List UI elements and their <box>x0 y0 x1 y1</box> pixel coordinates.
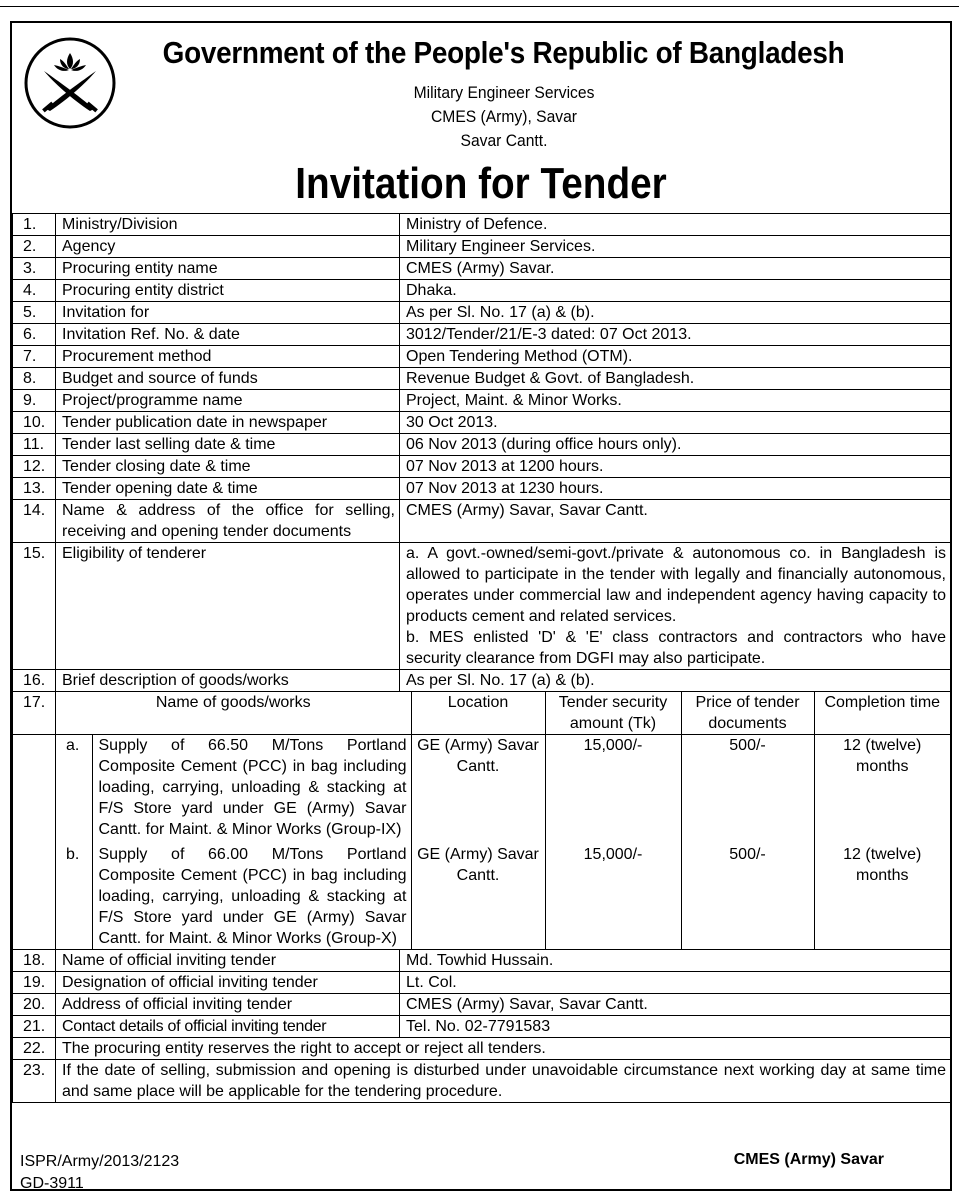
row-value: Military Engineer Services. <box>400 236 951 258</box>
row-label: Contact details of official inviting tender <box>56 1016 400 1038</box>
row-label: Budget and source of funds <box>56 368 400 390</box>
row-value: Revenue Budget & Govt. of Bangladesh. <box>400 368 951 390</box>
row-number: 16. <box>13 670 56 692</box>
note-row <box>13 1060 951 1103</box>
row-number: 10. <box>13 412 56 434</box>
department-line: Military Engineer Services <box>413 83 595 102</box>
row-label: Tender last selling date & time <box>56 434 400 456</box>
table-row <box>13 670 951 692</box>
row-number: 23. <box>13 1060 56 1103</box>
row-number: 13. <box>13 478 56 500</box>
table-row <box>13 994 951 1016</box>
row-value: Ministry of Defence. <box>400 214 951 236</box>
row-number: 1. <box>13 214 56 236</box>
row-label: Agency <box>56 236 400 258</box>
goods-item-a <box>56 735 950 844</box>
eligibility-a: a. A govt.-owned/semi-govt./private & autonomous co. in Bangladesh is allowed to participate in the tender with legally and financially autonomous, operates under commercial law and independent agency having capacity to products cement and related services. <box>406 545 946 625</box>
row-number: 15. <box>13 543 56 670</box>
goods-items-row <box>13 735 951 950</box>
item-price: 500/- <box>681 735 814 844</box>
row-number: 2. <box>13 236 56 258</box>
row-label: Tender opening date & time <box>56 478 400 500</box>
row-number: 6. <box>13 324 56 346</box>
row-number: 18. <box>13 950 56 972</box>
row-value: Dhaka. <box>400 280 951 302</box>
item-letter: a. <box>66 737 80 754</box>
row-label: Brief description of goods/works <box>56 670 400 692</box>
row-number: 21. <box>13 1016 56 1038</box>
table-row <box>13 950 951 972</box>
table-row <box>13 478 951 500</box>
row-value: Md. Towhid Hussain. <box>400 950 951 972</box>
row-value: 06 Nov 2013 (during office hours only). <box>400 434 951 456</box>
row-label: Tender closing date & time <box>56 456 400 478</box>
row-number: 20. <box>13 994 56 1016</box>
row-label: Eligibility of tenderer <box>56 543 400 670</box>
ispr-ref: ISPR/Army/2013/2123 <box>20 1153 180 1170</box>
row-value: CMES (Army) Savar. <box>400 258 951 280</box>
signature: CMES (Army) Savar <box>733 1151 884 1168</box>
note-row <box>13 1038 951 1060</box>
row-label: Invitation for <box>56 302 400 324</box>
row-value: 30 Oct 2013. <box>400 412 951 434</box>
table-row <box>13 236 951 258</box>
header-security: Tender security amount (Tk) <box>545 692 681 734</box>
row-value: CMES (Army) Savar, Savar Cantt. <box>400 994 951 1016</box>
row-value: As per Sl. No. 17 (a) & (b). <box>400 302 951 324</box>
row-label: Name of official inviting tender <box>56 950 400 972</box>
row-number: 4. <box>13 280 56 302</box>
row-label: Procuring entity district <box>56 280 400 302</box>
goods-item-b <box>56 844 950 949</box>
row-number: 7. <box>13 346 56 368</box>
row-label: Invitation Ref. No. & date <box>56 324 400 346</box>
row-label: Name & address of the office for selling, receiving and opening tender documents <box>56 500 400 543</box>
row-value: 07 Nov 2013 at 1230 hours. <box>400 478 951 500</box>
table-row <box>13 543 951 670</box>
row-number: 3. <box>13 258 56 280</box>
table-row <box>13 412 951 434</box>
eligibility-value <box>400 543 951 670</box>
row-label: Ministry/Division <box>56 214 400 236</box>
row-label: Procurement method <box>56 346 400 368</box>
table-row <box>13 500 951 543</box>
row-number: 17. <box>13 692 56 735</box>
office-line: CMES (Army), Savar <box>431 107 577 126</box>
row-value: 07 Nov 2013 at 1200 hours. <box>400 456 951 478</box>
row-value: Lt. Col. <box>400 972 951 994</box>
eligibility-b: b. MES enlisted 'D' & 'E' class contractors and contractors who have security clearance from DGFI may also participate. <box>406 629 946 667</box>
tender-table <box>12 213 951 1103</box>
page-title: Invitation for Tender <box>295 159 667 208</box>
note-text: If the date of selling, submission and opening is disturbed under unavoidable circumstance next working day at same time and same place will be applicable for the tendering procedure. <box>56 1060 951 1103</box>
row-value: Open Tendering Method (OTM). <box>400 346 951 368</box>
table-row <box>13 346 951 368</box>
item-description: Supply of 66.00 M/Tons Portland Composite Cement (PCC) in bag including loading, carrying, unloading & stacking at F/S Store yard under GE (Army) Savar Cantt. for Maint. & Minor Works (Group-X) <box>92 844 411 949</box>
location-line: Savar Cantt. <box>460 131 548 150</box>
table-row <box>13 1016 951 1038</box>
government-title: Government of the People's Republic of Bangladesh <box>162 35 845 70</box>
row-label: Project/programme name <box>56 390 400 412</box>
item-letter: b. <box>66 846 80 863</box>
item-location: GE (Army) Savar Cantt. <box>411 735 545 844</box>
item-price: 500/- <box>681 844 814 949</box>
row-number: 5. <box>13 302 56 324</box>
row-label: Designation of official inviting tender <box>56 972 400 994</box>
row-number: 8. <box>13 368 56 390</box>
table-row <box>13 456 951 478</box>
item-security: 15,000/- <box>545 735 681 844</box>
header-location: Location <box>411 692 545 734</box>
row-value: 3012/Tender/21/E-3 dated: 07 Oct 2013. <box>400 324 951 346</box>
table-row <box>13 302 951 324</box>
row-label: Address of official inviting tender <box>56 994 400 1016</box>
table-row <box>13 280 951 302</box>
row-value: As per Sl. No. 17 (a) & (b). <box>400 670 951 692</box>
table-row <box>13 390 951 412</box>
row-number: 14. <box>13 500 56 543</box>
row-label: Procuring entity name <box>56 258 400 280</box>
top-rule <box>0 6 959 7</box>
item-completion: 12 (twelve) months <box>814 844 950 949</box>
header-price: Price of tender documents <box>681 692 814 734</box>
item-completion: 12 (twelve) months <box>814 735 950 844</box>
row-number: 9. <box>13 390 56 412</box>
goods-header <box>56 692 950 734</box>
row-label: Tender publication date in newspaper <box>56 412 400 434</box>
header-name: Name of goods/works <box>155 694 311 711</box>
table-row <box>13 434 951 456</box>
tender-notice <box>10 21 952 1191</box>
row-value: Project, Maint. & Minor Works. <box>400 390 951 412</box>
table-row <box>13 258 951 280</box>
row-value: CMES (Army) Savar, Savar Cantt. <box>400 500 951 543</box>
goods-header-row <box>13 692 951 735</box>
header-completion: Completion time <box>814 692 950 734</box>
table-row <box>13 324 951 346</box>
table-row <box>13 972 951 994</box>
table-row <box>13 368 951 390</box>
item-security: 15,000/- <box>545 844 681 949</box>
table-row <box>13 214 951 236</box>
row-number: 22. <box>13 1038 56 1060</box>
item-description: Supply of 66.50 M/Tons Portland Composite Cement (PCC) in bag including loading, carrying, unloading & stacking at F/S Store yard under GE (Army) Savar Cantt. for Maint. & Minor Works (Group-IX) <box>92 735 411 844</box>
goods-items <box>56 735 950 949</box>
note-text: The procuring entity reserves the right to accept or reject all tenders. <box>56 1038 951 1060</box>
item-location: GE (Army) Savar Cantt. <box>411 844 545 949</box>
footer-refs <box>20 1151 179 1191</box>
gd-ref: GD-3911 <box>20 1175 84 1191</box>
row-value: Tel. No. 02-7791583 <box>400 1016 951 1038</box>
row-number: 12. <box>13 456 56 478</box>
row-number: 11. <box>13 434 56 456</box>
row-number: 19. <box>13 972 56 994</box>
